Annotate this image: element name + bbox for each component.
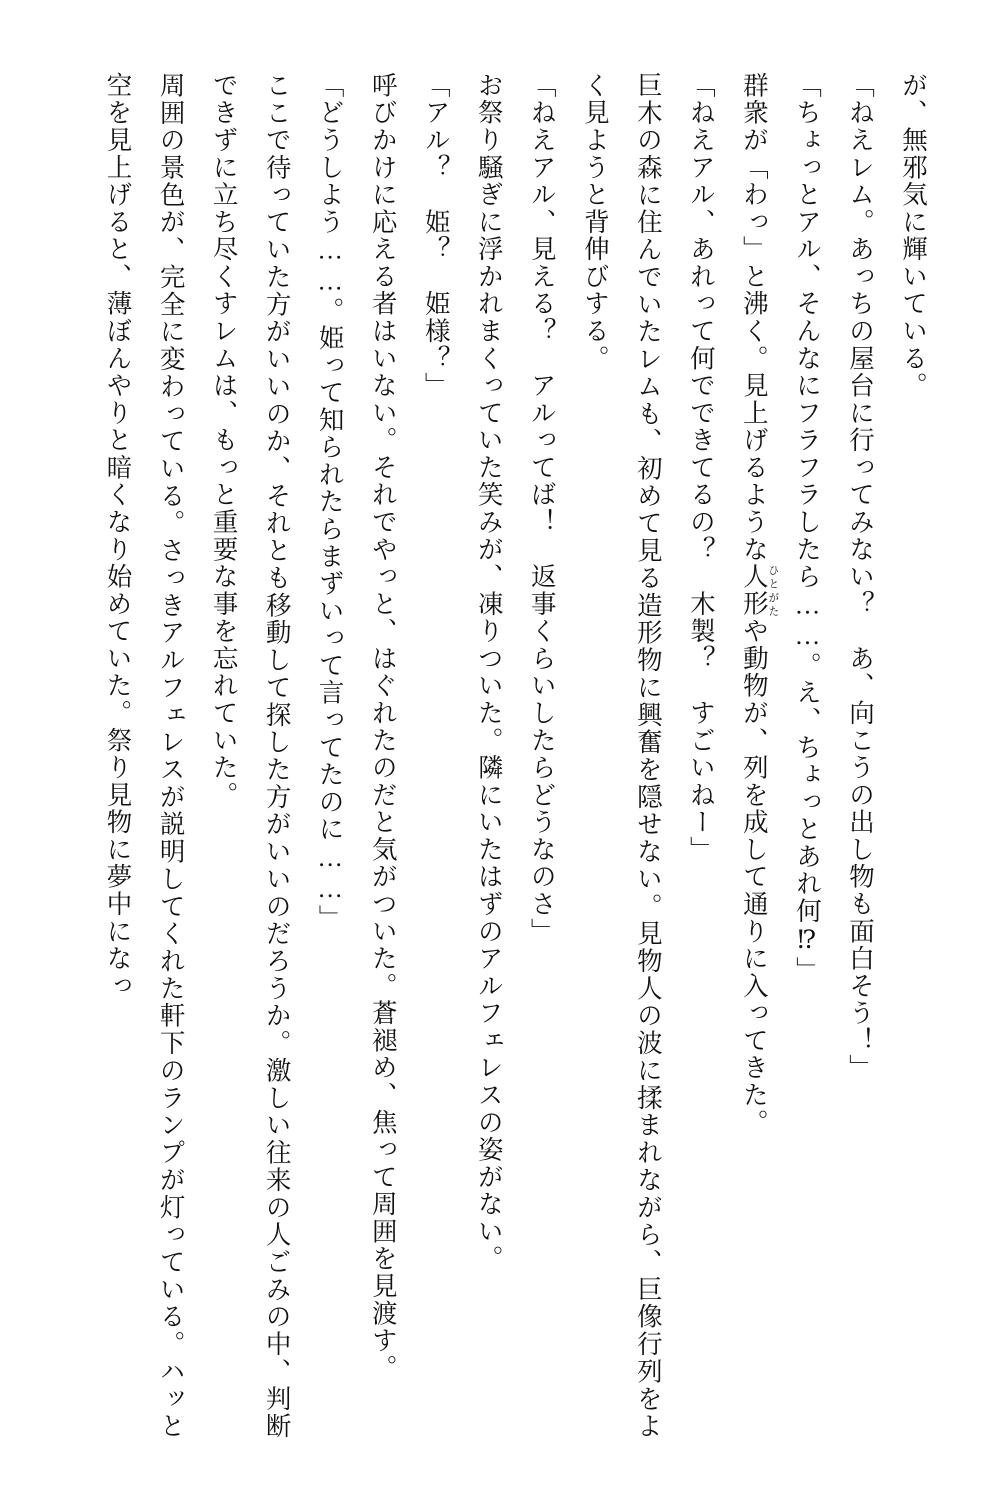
paragraph: 呼びかけに応える者はいない。それでやっと、はぐれたのだと気がついた。蒼褪め、焦って周囲を見渡す。 (368, 72, 398, 1382)
page-body-text (60, 72, 940, 1440)
paragraph: 群衆が「わっ」と沸く。見上げるような人形ひとがたや動物が、列を成して通りに入ってきた。 (739, 72, 780, 1137)
paragraph: お祭り騒ぎに浮かれまくっていた笑みが、凍りついた。隣にいたはずのアルフェレスの姿がない。 (474, 72, 504, 1273)
paragraph: が、無邪気に輝いている。 (899, 72, 928, 400)
paragraph: 「どうしよう……。姫って知られたらまずいって言ってたのに……」 (315, 72, 345, 932)
paragraph: 巨木の森に住んでいたレムも、初めて見る造形物に興奮を隠せない。見物人の波に揉まれながら、巨像行列をよく見ようと背伸びする。 (580, 72, 663, 1440)
paragraph: 「アル？ 姫？ 姫様？」 (421, 72, 451, 400)
paragraph: 「ねえレム。あっちの屋台に行ってみない？ あ、向こうの出し物も面白そう！」 (845, 72, 875, 1082)
paragraph: 「ねえアル、あれって何でできてるの？ 木製？ すごいねー」 (686, 72, 716, 864)
paragraph: 「ちょっとアル、そんなにフラフラしたら……。え、ちょっとあれ何⁉」 (792, 72, 822, 984)
paragraph: 周囲の景色が、完全に変わっている。さっきアルフェレスが説明してくれた軒下のランプが灯っている。ハッと空を見上げると、薄ぼんやりと暗くなり始めていた。祭り見物に夢中になっ (103, 72, 186, 1440)
paragraph: 「ねえアル、見える？ アルってば！ 返事くらいしたらどうなのさ」 (527, 72, 557, 946)
ruby-annotation: 人形ひとがた (739, 563, 780, 618)
paragraph: ここで待っていた方がいいのか、それとも移動して探した方がいいのだろうか。激しい往来の人ごみの中、判断できずに立ち尽くすレムは、もっと重要な事を忘れていた。 (209, 72, 292, 1440)
